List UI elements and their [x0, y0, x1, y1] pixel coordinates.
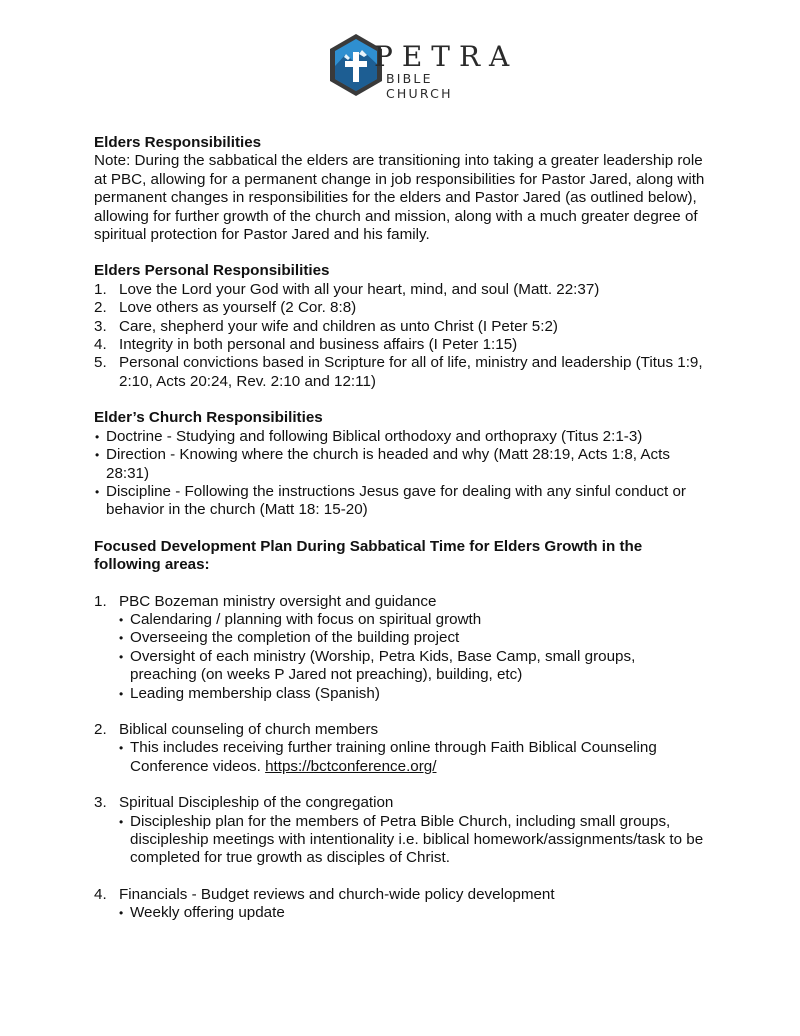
church-heading: Elder’s Church Responsibilities [94, 409, 323, 427]
bullet-icon: • [119, 612, 124, 627]
list-item: • Calendaring / planning with focus on spiritual growth [119, 610, 482, 628]
list-item: • Weekly offering update [119, 904, 285, 922]
church-logo [326, 32, 519, 101]
personal-heading: Elders Personal Responsibilities [94, 262, 330, 280]
plan-section-1: 1. PBC Bozeman ministry oversight and guidance [94, 592, 437, 610]
personal-list [94, 281, 706, 391]
conference-link[interactable]: https://bctconference.org/ [265, 757, 437, 775]
plan-section-2: 2. Biblical counseling of church members [94, 720, 379, 738]
list-item: 3. Care, shepherd your wife and children as unto Christ (I Peter 5:2) [94, 317, 558, 335]
bullet-icon: • [119, 741, 124, 756]
elders-heading: Elders Responsibilities [94, 134, 262, 151]
bullet-icon: • [119, 814, 124, 829]
list-item: 2. Love others as yourself (2 Cor. 8:8) [94, 299, 357, 317]
list-item: • Discipleship plan for the members of Petra Bible Church, including small groups, discipleship meetings with intentionality i.e. biblical homework/assignments/task to be completed for true growth as disciples of Christ. [119, 812, 704, 867]
list-item: • Leading membership class (Spanish) [119, 684, 380, 702]
list-item: • Direction - Knowing where the church is headed and why (Matt 28:19, Acts 1:8, Acts 28:31) [95, 446, 670, 482]
bullet-icon: • [95, 484, 100, 499]
bullet-icon: • [95, 448, 100, 463]
list-item: • Oversight of each ministry (Worship, Petra Kids, Base Camp, small groups, preaching (on weeks P Jared not preaching), building, etc) [119, 647, 636, 684]
church-list [94, 428, 706, 520]
bullet-icon: • [119, 649, 124, 664]
list-item: • Overseeing the completion of the building project [119, 629, 460, 647]
bullet-icon: • [119, 631, 124, 646]
elders-note: Note: During the sabbatical the elders are transitioning into taking a greater leadership role at PBC, allowing for a permanent change in job responsibilities for Pastor Jared, along with permanent changes in responsibilities for the elders and Pastor Jared (as outlined below), allowing for further growth of the church and mission, along with a much greater degree of spiritual protection for Pastor Jared and his family. [94, 152, 705, 244]
list-item: 1. Love the Lord your God with all your heart, mind, and soul (Matt. 22:37) [94, 280, 600, 298]
plan-section-3: 3. Spiritual Discipleship of the congregation [94, 794, 394, 812]
list-item: • This includes receiving further training online through Faith Biblical Counseling Conference videos. https://bctconference.org/ [119, 739, 657, 775]
logo-subtitle: BIBLE CHURCH [386, 71, 453, 101]
plan-section-4: 4. Financials - Budget reviews and church-wide policy development [94, 885, 555, 903]
document-body [94, 134, 706, 923]
bullet-icon: • [95, 429, 100, 444]
plan-heading: Focused Development Plan During Sabbatical Time for Elders Growth in the following areas: [94, 537, 643, 574]
list-item: • Doctrine - Studying and following Biblical orthodoxy and orthopraxy (Titus 2:1-3) [95, 427, 643, 445]
bullet-icon: • [119, 686, 124, 701]
list-item: • Discipline - Following the instructions Jesus gave for dealing with any sinful conduct or behavior in the church (Matt 18: 15-20) [95, 482, 686, 519]
list-item: 5. Personal convictions based in Scripture for all of life, ministry and leadership (Titus 1:9, 2:10, Acts 20:24, Rev. 2:10 and 12:11) [94, 354, 703, 390]
logo-title: PETRA [374, 40, 519, 73]
bullet-icon: • [119, 906, 124, 921]
list-item: 4. Integrity in both personal and business affairs (I Peter 1:15) [94, 336, 518, 354]
